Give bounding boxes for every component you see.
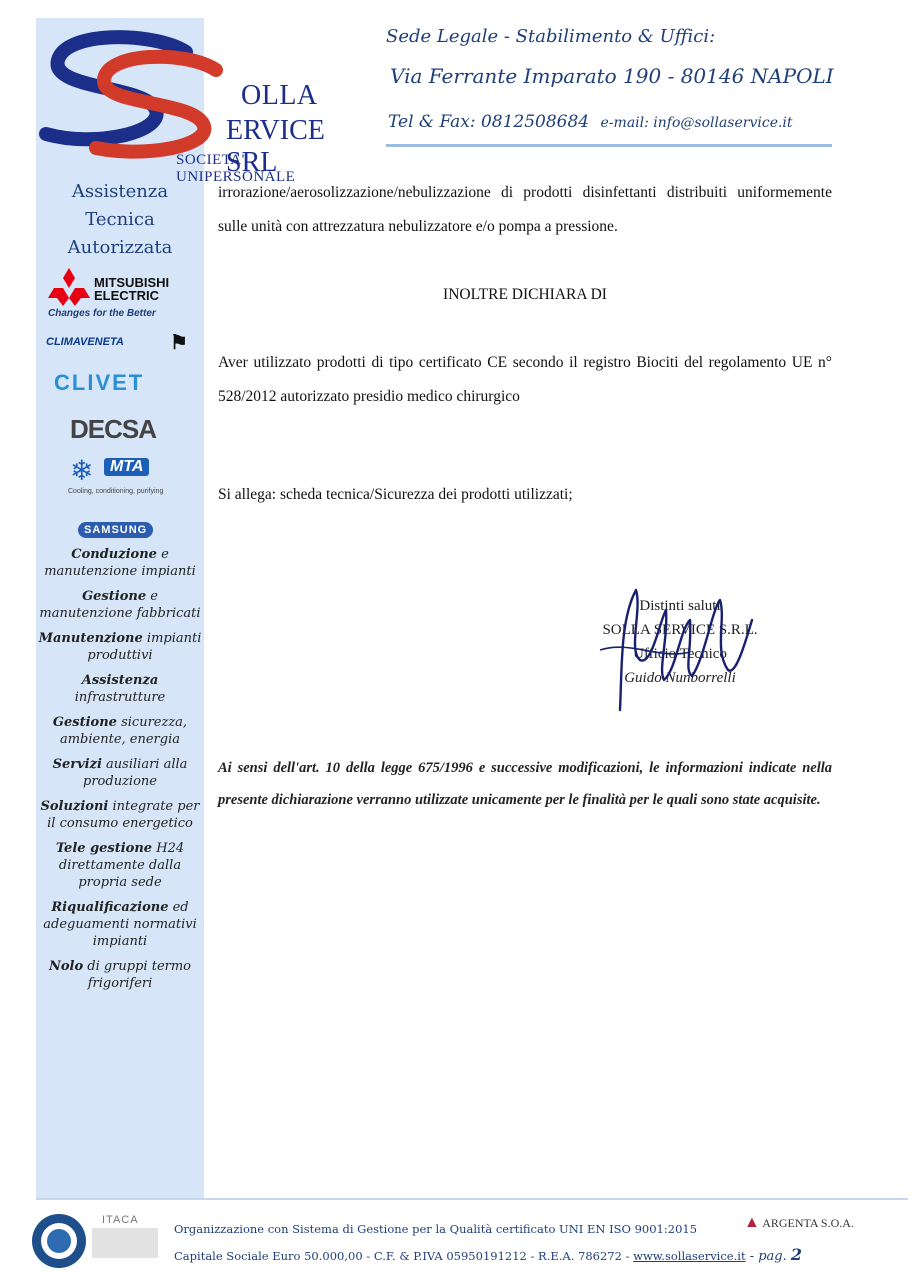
service-desc: sicurezza, ambiente, energia	[59, 715, 188, 747]
service-desc: impianti produttivi	[87, 631, 202, 663]
mitsubishi-line1: MITSUBISHI	[94, 275, 170, 290]
decsa-logo: DECSA	[70, 414, 157, 444]
service-item	[36, 798, 204, 832]
mitsubishi-diamonds-icon	[48, 268, 90, 306]
logo-text-olla: OLLA	[241, 80, 318, 111]
header-divider	[386, 144, 832, 147]
logo-text-unipersonale: SOCIETA' UNIPERSONALE	[176, 152, 296, 185]
snowflake-icon: ❄	[70, 456, 94, 487]
footer-website-link[interactable]: www.sollaservice.it	[633, 1249, 746, 1263]
handwritten-signature	[580, 580, 770, 720]
page-label: - pag.	[745, 1249, 791, 1264]
service-desc: infrastrutture	[74, 690, 166, 705]
mitsubishi-name	[94, 276, 169, 302]
service-item	[36, 840, 204, 891]
mta-name: MTA	[104, 458, 149, 476]
header-address: Via Ferrante Imparato 190 - 80146 NAPOLI	[390, 64, 834, 88]
service-item	[36, 588, 204, 622]
signature-office: Ufficio Tecnico	[633, 646, 727, 662]
mta-tagline: Cooling, conditioning, purifying	[68, 488, 164, 495]
service-title: Nolo	[48, 959, 84, 974]
service-desc: H24 direttamente dalla propria sede	[58, 841, 185, 890]
header-address-title: Sede Legale - Stabilimento & Uffici:	[386, 26, 716, 47]
samsung-logo: SAMSUNG	[78, 522, 153, 538]
service-desc: ed adeguamenti normativi impianti	[43, 900, 197, 949]
assist-line: Assistenza	[71, 181, 169, 202]
header-phone: Tel & Fax: 0812508684	[388, 112, 590, 132]
header-email[interactable]: e-mail: info@sollaservice.it	[600, 115, 793, 131]
body-paragraph-1: irrorazione/aerosolizzazione/nebulizzazione di prodotti disinfettanti distribuiti uniformemente sulle unità con attrezzatura nebulizzatore e/o pompa a pressione.	[218, 184, 832, 235]
service-desc: e manutenzione impianti	[44, 547, 196, 579]
service-item	[36, 899, 204, 950]
page-num: 2	[790, 1245, 803, 1264]
service-item	[36, 630, 204, 664]
climaveneta-logo: CLIMAVENETA	[46, 336, 124, 348]
assist-line: Tecnica	[85, 209, 155, 230]
section-heading: INOLTRE DICHIARA DI	[443, 286, 607, 303]
mitsubishi-tagline: Changes for the Better	[48, 308, 156, 319]
service-desc: ausiliari alla produzione	[83, 757, 188, 789]
argenta-soa-logo	[744, 1214, 854, 1232]
page-number	[745, 1245, 803, 1264]
service-title: Gestione	[52, 715, 117, 730]
mitsubishi-line2: ELECTRIC	[94, 288, 159, 303]
service-item	[36, 958, 204, 992]
service-item	[36, 756, 204, 790]
privacy-notice: Ai sensi dell'art. 10 della legge 675/1996 e successive modificazioni, le informazioni indicate nella presente dichiarazione verranno utilizzate unicamente per le finalità per le quali sono state acquisite.	[218, 760, 832, 808]
header-contacts	[388, 112, 793, 132]
service-desc: di gruppi termo frigoriferi	[83, 959, 192, 991]
service-title: Assistenza	[81, 673, 159, 688]
services-list	[36, 546, 204, 1000]
service-title: Gestione	[82, 589, 147, 604]
brand-mark-icon: ⚑	[170, 332, 188, 354]
signature-name: Guido Nunborrelli	[624, 670, 736, 686]
mitsubishi-logo	[46, 268, 196, 324]
company-logo	[36, 30, 366, 185]
logo-text-service: ERVICE SRL	[226, 115, 325, 178]
service-item	[36, 672, 204, 706]
itaca-label: ITACA	[102, 1214, 139, 1226]
service-title: Servizi	[52, 757, 102, 772]
assist-line: Autorizzata	[67, 237, 173, 258]
footer-divider	[36, 1198, 908, 1200]
service-desc: integrate per il consumo energetico	[47, 799, 200, 831]
service-title: Conduzione	[71, 547, 157, 562]
signature-greeting: Distinti saluti	[639, 598, 721, 614]
service-title: Soluzioni	[40, 799, 109, 814]
service-title: Riqualificazione	[51, 900, 169, 915]
body-paragraph-2: Aver utilizzato prodotti di tipo certificato CE secondo il registro Biociti del regolamento UE n° 528/2012 autorizzato presidio medico chirurgico	[218, 354, 832, 405]
itaca-badge	[92, 1228, 158, 1258]
service-item	[36, 714, 204, 748]
itaca-certification	[92, 1214, 162, 1266]
footer-legal-info: Capitale Sociale Euro 50.000,00 - C.F. & P.IVA 05950191212 - R.E.A. 786272 -	[174, 1249, 634, 1263]
service-desc: e manutenzione fabbricati	[39, 589, 201, 621]
footer-company-line	[174, 1245, 802, 1264]
argenta-text: ARGENTA S.O.A.	[762, 1216, 854, 1230]
footer-quality-line: Organizzazione con Sistema di Gestione per la Qualità certificato UNI EN ISO 9001:2015	[174, 1222, 698, 1236]
mta-logo	[68, 454, 178, 502]
body-paragraph-3: Si allega: scheda tecnica/Sicurezza dei prodotti utilizzati;	[218, 486, 573, 503]
clivet-logo: CLIVET	[54, 370, 145, 395]
argenta-mark-icon: ▲	[744, 1214, 760, 1231]
sidebar-assistenza-heading	[36, 178, 204, 262]
accredia-seal-icon	[30, 1212, 88, 1270]
service-title: Tele gestione	[55, 841, 153, 856]
service-item	[36, 546, 204, 580]
signature-company: SOLLA SERVICE S.R.L.	[602, 622, 758, 638]
service-title: Manutenzione	[38, 631, 143, 646]
